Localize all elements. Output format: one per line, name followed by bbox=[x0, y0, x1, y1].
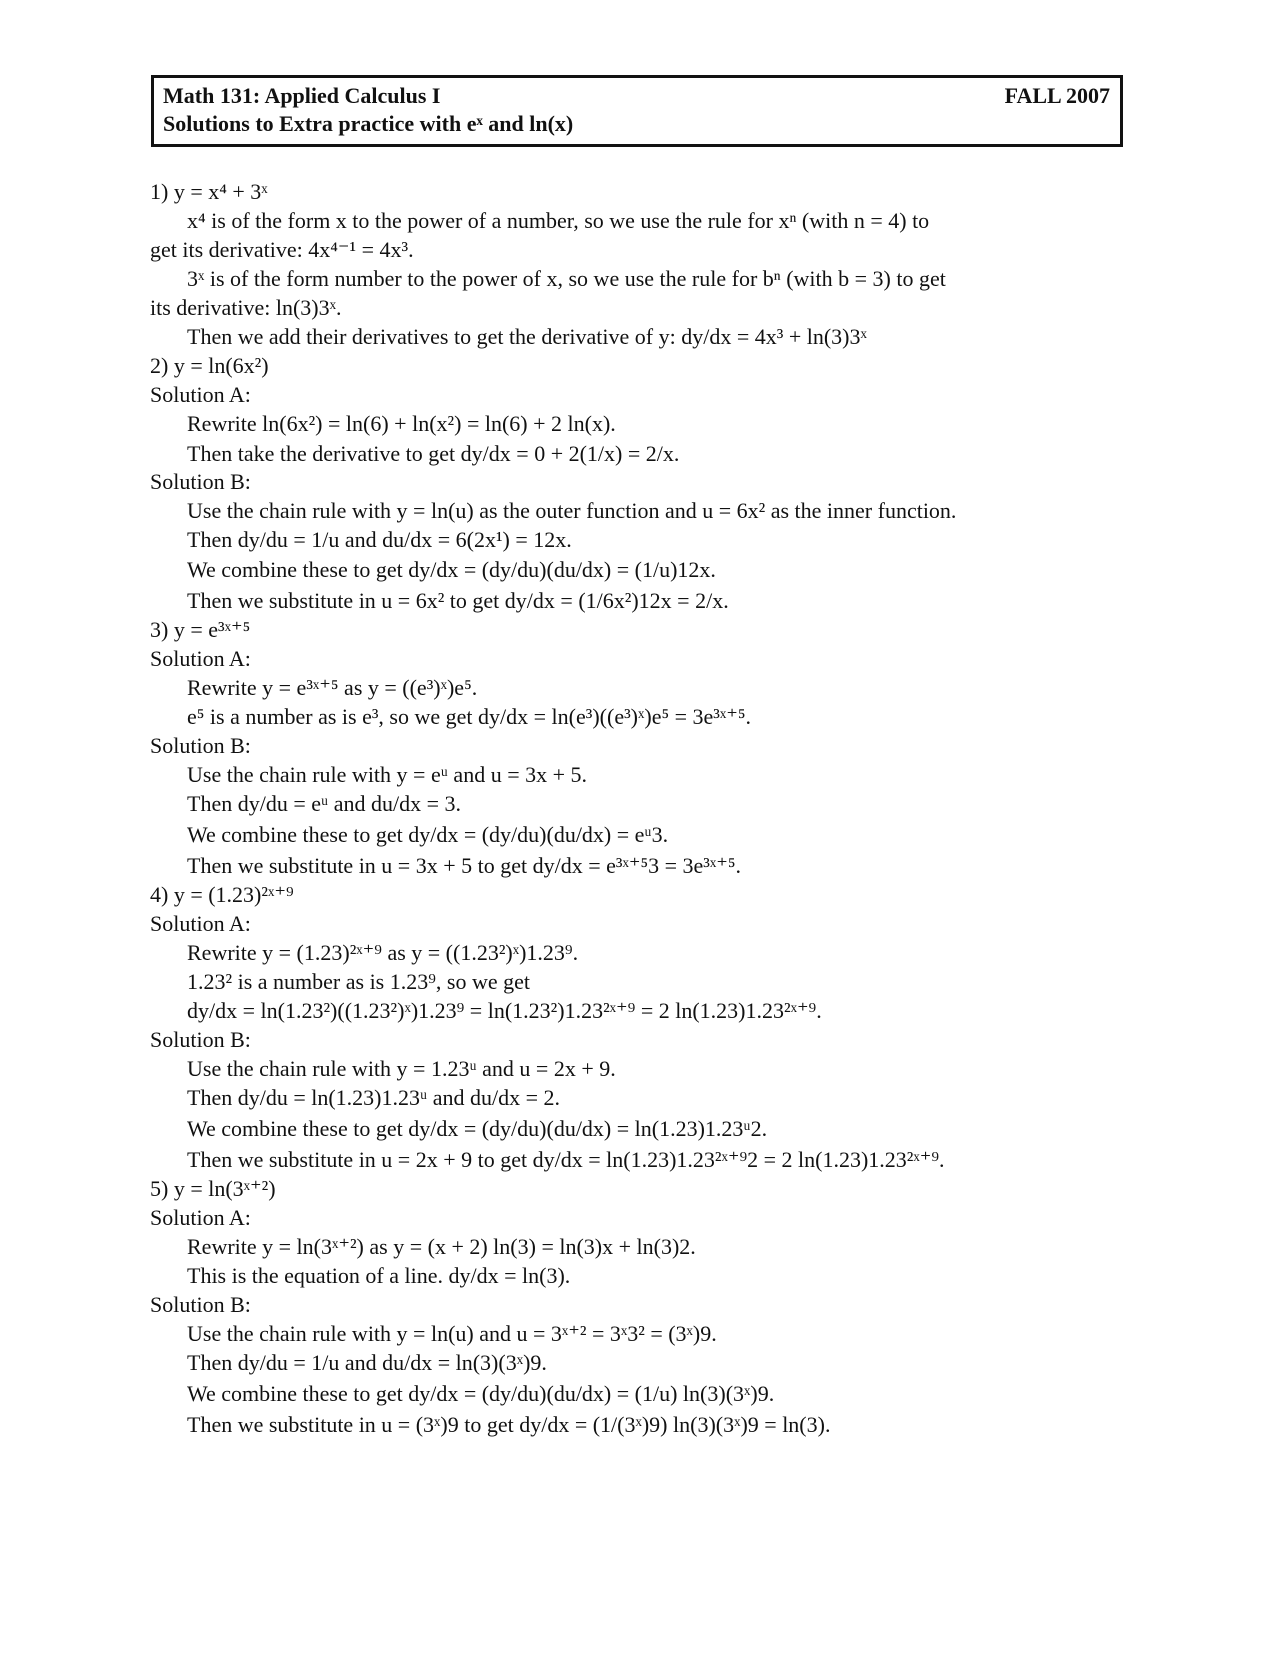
text-line: Solution A: bbox=[150, 646, 251, 671]
document-title: Solutions to Extra practice with eˣ and ln(x) bbox=[163, 111, 574, 136]
text-line: We combine these to get dy/dx = (dy/du)(du/dx) = ln(1.23)1.23ᵘ2. bbox=[187, 1116, 768, 1141]
text-line: e⁵ is a number as is e³, so we get dy/dx = ln(e³)((e³)ˣ)e⁵ = 3e³ˣ⁺⁵. bbox=[187, 704, 752, 729]
text-line: Then dy/du = 1/u and du/dx = 6(2x¹) = 12x. bbox=[187, 527, 572, 552]
text-line: Then we substitute in u = (3ˣ)9 to get dy/dx = (1/(3ˣ)9) ln(3)(3ˣ)9 = ln(3). bbox=[187, 1412, 831, 1437]
text-line: x⁴ is of the form x to the power of a number, so we use the rule for xⁿ (with n = 4) to bbox=[187, 208, 930, 233]
text-line: Use the chain rule with y = ln(u) and u = 3ˣ⁺² = 3ˣ3² = (3ˣ)9. bbox=[187, 1321, 717, 1346]
text-line: its derivative: ln(3)3ˣ. bbox=[150, 295, 342, 320]
text-line: Then we substitute in u = 6x² to get dy/dx = (1/6x²)12x = 2/x. bbox=[187, 588, 729, 613]
text-line: Use the chain rule with y = eᵘ and u = 3x + 5. bbox=[187, 762, 588, 787]
text-line: Then we add their derivatives to get the derivative of y: dy/dx = 4x³ + ln(3)3ˣ bbox=[187, 324, 867, 349]
text-line: Solution B: bbox=[150, 1027, 251, 1052]
header-box bbox=[151, 75, 1123, 147]
text-line: 1.23² is a number as is 1.23⁹, so we get bbox=[187, 969, 530, 994]
text-line: 3ˣ is of the form number to the power of x, so we use the rule for bⁿ (with b = 3) to get bbox=[187, 266, 946, 291]
text-line: Solution B: bbox=[150, 469, 251, 494]
text-line: Solution A: bbox=[150, 911, 251, 936]
text-line: Rewrite y = e³ˣ⁺⁵ as y = ((e³)ˣ)e⁵. bbox=[187, 675, 478, 700]
text-line: 3) y = e³ˣ⁺⁵ bbox=[150, 617, 251, 642]
text-line: Then we substitute in u = 2x + 9 to get dy/dx = ln(1.23)1.23²ˣ⁺⁹2 = 2 ln(1.23)1.23²ˣ⁺⁹. bbox=[187, 1147, 945, 1172]
text-line: We combine these to get dy/dx = (dy/du)(du/dx) = (1/u)12x. bbox=[187, 557, 716, 582]
text-line: 5) y = ln(3ˣ⁺²) bbox=[150, 1176, 276, 1201]
text-line: We combine these to get dy/dx = (dy/du)(du/dx) = (1/u) ln(3)(3ˣ)9. bbox=[187, 1381, 775, 1406]
text-line: 4) y = (1.23)²ˣ⁺⁹ bbox=[150, 882, 294, 907]
text-line: Solution B: bbox=[150, 733, 251, 758]
text-line: Solution A: bbox=[150, 1205, 251, 1230]
text-line: Then take the derivative to get dy/dx = 0 + 2(1/x) = 2/x. bbox=[187, 441, 680, 466]
text-line: Then dy/du = eᵘ and du/dx = 3. bbox=[187, 791, 461, 816]
text-line: This is the equation of a line. dy/dx = ln(3). bbox=[187, 1263, 571, 1288]
text-line: 1) y = x⁴ + 3ˣ bbox=[150, 179, 268, 204]
course-title: Math 131: Applied Calculus I bbox=[163, 83, 441, 108]
semester-label: FALL 2007 bbox=[1004, 83, 1110, 108]
text-line: Use the chain rule with y = 1.23ᵘ and u = 2x + 9. bbox=[187, 1056, 616, 1081]
text-line: Then dy/du = 1/u and du/dx = ln(3)(3ˣ)9. bbox=[187, 1350, 547, 1375]
text-line: 2) y = ln(6x²) bbox=[150, 353, 269, 378]
text-line: get its derivative: 4x⁴⁻¹ = 4x³. bbox=[150, 237, 414, 262]
text-line: Rewrite ln(6x²) = ln(6) + ln(x²) = ln(6) + 2 ln(x). bbox=[187, 411, 616, 436]
text-line: Rewrite y = ln(3ˣ⁺²) as y = (x + 2) ln(3) = ln(3)x + ln(3)2. bbox=[187, 1234, 696, 1259]
text-line: Then dy/du = ln(1.23)1.23ᵘ and du/dx = 2. bbox=[187, 1085, 560, 1110]
text-line: Rewrite y = (1.23)²ˣ⁺⁹ as y = ((1.23²)ˣ)1.23⁹. bbox=[187, 940, 579, 965]
text-line: We combine these to get dy/dx = (dy/du)(du/dx) = eᵘ3. bbox=[187, 822, 669, 847]
text-line: Solution B: bbox=[150, 1292, 251, 1317]
text-line: Solution A: bbox=[150, 382, 251, 407]
text-line: Use the chain rule with y = ln(u) as the outer function and u = 6x² as the inner function. bbox=[187, 498, 957, 523]
text-line: dy/dx = ln(1.23²)((1.23²)ˣ)1.23⁹ = ln(1.23²)1.23²ˣ⁺⁹ = 2 ln(1.23)1.23²ˣ⁺⁹. bbox=[187, 998, 822, 1023]
text-line: Then we substitute in u = 3x + 5 to get dy/dx = e³ˣ⁺⁵3 = 3e³ˣ⁺⁵. bbox=[187, 853, 742, 878]
